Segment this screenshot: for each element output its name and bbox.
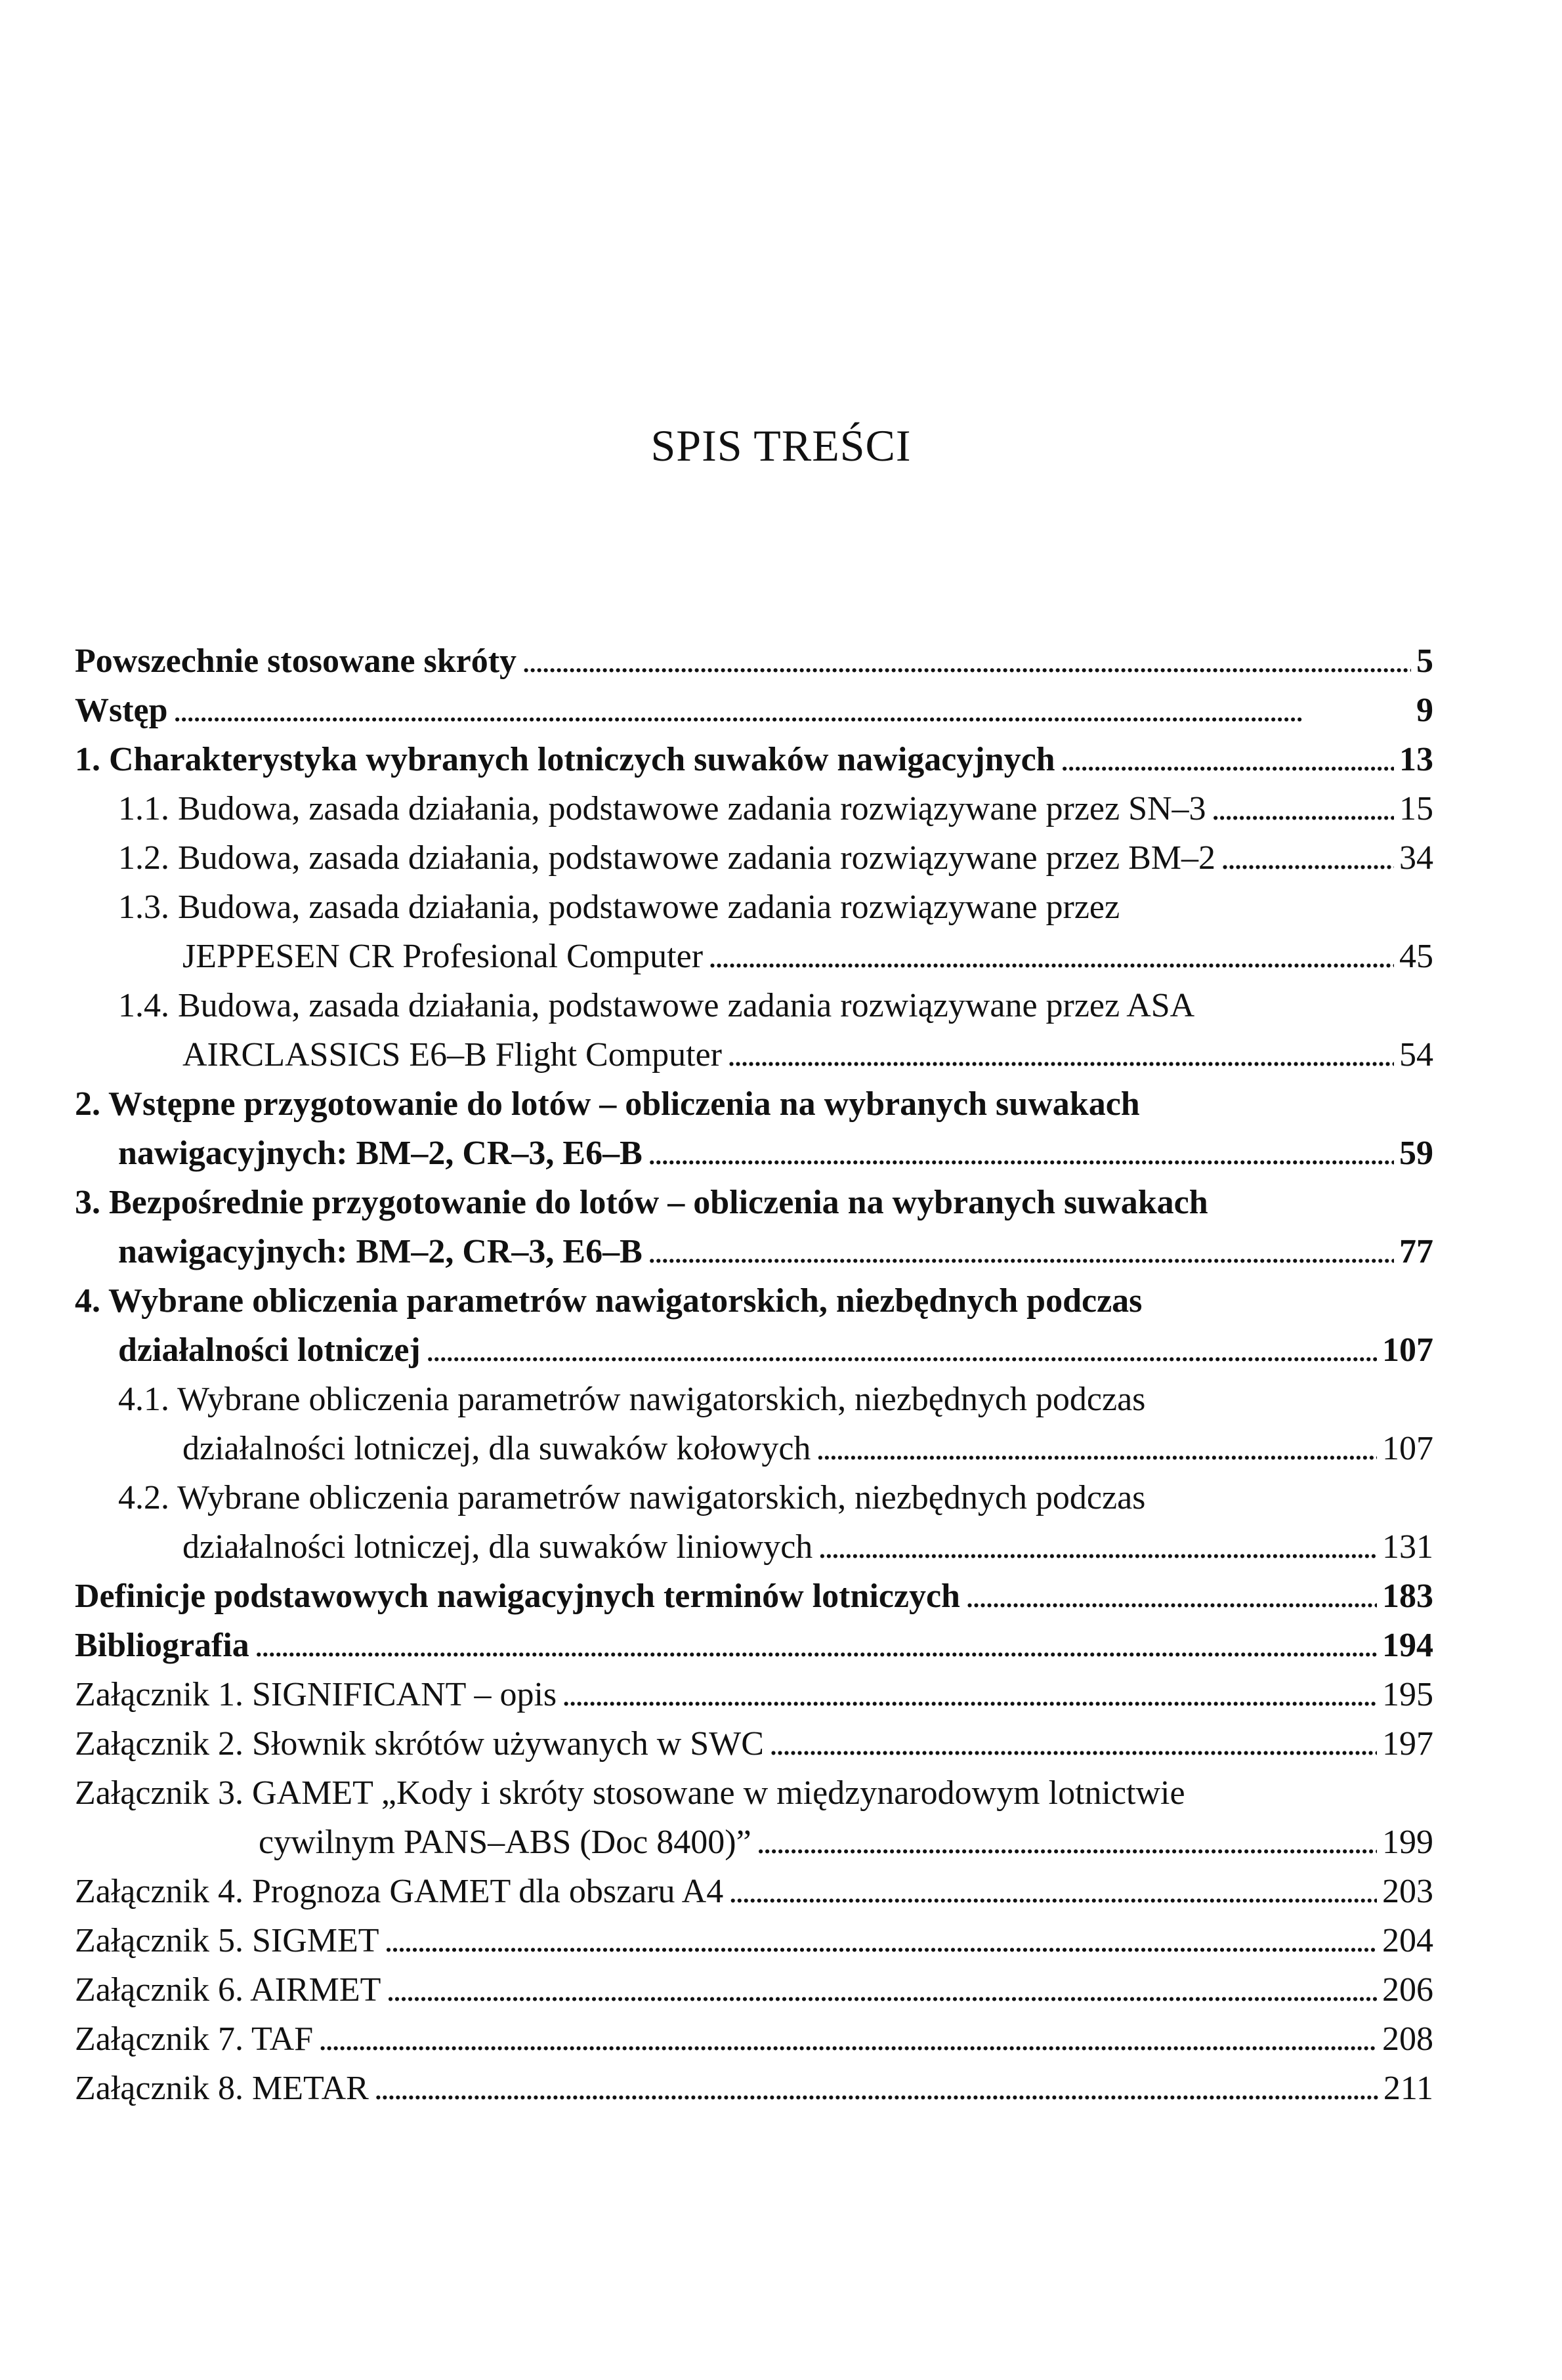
toc-entry[interactable]	[75, 981, 1433, 1079]
toc-entry-title: Powszechnie stosowane skróty	[75, 642, 517, 680]
dot-leader	[255, 1621, 1377, 1670]
toc-entry-title: 4.2. Wybrane obliczenia parametrów nawigatorskich, niezbędnych podczas	[118, 1479, 1146, 1516]
table-of-contents	[75, 637, 1433, 2113]
toc-entry[interactable]	[75, 1768, 1433, 1867]
dot-leader	[1061, 735, 1394, 784]
toc-entry[interactable]	[75, 1916, 1433, 1965]
dot-leader	[1212, 784, 1394, 833]
toc-page-number: 203	[1382, 1873, 1433, 1910]
dot-leader	[769, 1719, 1377, 1768]
toc-entry-title: Załącznik 1. SIGNIFICANT – opis	[75, 1676, 557, 1713]
toc-entry-title: 1.1. Budowa, zasada działania, podstawowe zadania rozwiązywane przez SN–3	[118, 790, 1206, 827]
toc-page-number: 208	[1382, 2020, 1433, 2058]
toc-entry-title: Załącznik 4. Prognoza GAMET dla obszaru A4	[75, 1873, 724, 1910]
toc-entry-title: działalności lotniczej	[118, 1331, 421, 1369]
dot-leader	[757, 1818, 1377, 1867]
dot-leader	[385, 1916, 1377, 1965]
dot-leader	[708, 932, 1394, 981]
toc-entry-title: AIRCLASSICS E6–B Flight Computer	[182, 1036, 722, 1074]
toc-entry[interactable]	[75, 833, 1433, 883]
toc-entry[interactable]	[75, 1473, 1433, 1572]
toc-entry-title: Definicje podstawowych nawigacyjnych terminów lotniczych	[75, 1577, 960, 1615]
toc-entry[interactable]	[75, 686, 1433, 735]
toc-page-number: 59	[1399, 1135, 1433, 1172]
toc-entry-title: Załącznik 2. Słownik skrótów używanych w SWC	[75, 1725, 764, 1763]
toc-entry[interactable]	[75, 2015, 1433, 2064]
toc-page-number: 197	[1382, 1725, 1433, 1763]
toc-page-number: 195	[1382, 1676, 1433, 1713]
toc-page-number: 15	[1399, 790, 1433, 827]
page-title: SPIS TREŚCI	[650, 421, 912, 470]
dot-leader	[386, 1965, 1377, 2015]
toc-page-number: 199	[1382, 1824, 1433, 1861]
dot-leader	[965, 1572, 1377, 1621]
toc-entry[interactable]	[75, 2064, 1433, 2113]
toc-page-number: 206	[1382, 1971, 1433, 2009]
toc-entry-title: 3. Bezpośrednie przygotowanie do lotów – obliczenia na wybranych suwakach	[75, 1184, 1208, 1221]
toc-page-number: 77	[1399, 1233, 1433, 1270]
toc-entry-title: działalności lotniczej, dla suwaków kołowych	[182, 1430, 811, 1467]
dot-leader	[318, 2015, 1377, 2064]
toc-entry[interactable]	[75, 1719, 1433, 1768]
dot-leader	[648, 1129, 1394, 1178]
toc-entry[interactable]	[75, 1621, 1433, 1670]
toc-entry[interactable]	[75, 1079, 1433, 1178]
toc-page-number: 9	[1416, 692, 1433, 729]
toc-page-number: 183	[1382, 1577, 1433, 1615]
toc-page-number: 13	[1399, 741, 1433, 778]
toc-page-number: 107	[1382, 1430, 1433, 1467]
toc-page-number: 5	[1416, 642, 1433, 680]
toc-entry[interactable]	[75, 1572, 1433, 1621]
toc-entry[interactable]	[75, 1375, 1433, 1473]
toc-entry-title: Załącznik 7. TAF	[75, 2020, 314, 2058]
toc-entry-title: cywilnym PANS–ABS (Doc 8400)”	[259, 1824, 751, 1861]
toc-entry[interactable]	[75, 1965, 1433, 2015]
dot-leader	[816, 1424, 1377, 1473]
dot-leader	[173, 686, 1411, 735]
toc-entry-title: działalności lotniczej, dla suwaków liniowych	[182, 1528, 813, 1566]
toc-entry-title: 1.3. Budowa, zasada działania, podstawowe zadania rozwiązywane przez	[118, 888, 1120, 926]
toc-entry-title: 1. Charakterystyka wybranych lotniczych suwaków nawigacyjnych	[75, 741, 1055, 778]
toc-entry-title: 1.4. Budowa, zasada działania, podstawowe zadania rozwiązywane przez ASA	[118, 987, 1195, 1024]
toc-entry-title: nawigacyjnych: BM–2, CR–3, E6–B	[118, 1233, 643, 1270]
toc-entry-title: 4. Wybrane obliczenia parametrów nawigatorskich, niezbędnych podczas	[75, 1282, 1143, 1320]
dot-leader	[426, 1326, 1377, 1375]
toc-entry[interactable]	[75, 1178, 1433, 1276]
toc-entry[interactable]	[75, 883, 1433, 981]
toc-entry-title: JEPPESEN CR Profesional Computer	[182, 938, 704, 975]
toc-entry[interactable]	[75, 784, 1433, 833]
toc-entry-title: nawigacyjnych: BM–2, CR–3, E6–B	[118, 1135, 643, 1172]
toc-entry[interactable]	[75, 1670, 1433, 1719]
dot-leader	[1221, 833, 1394, 883]
toc-entry-title: 4.1. Wybrane obliczenia parametrów nawigatorskich, niezbędnych podczas	[118, 1381, 1146, 1418]
toc-entry[interactable]	[75, 1867, 1433, 1916]
toc-entry-title: Załącznik 3. GAMET „Kody i skróty stosowane w międzynarodowym lotnictwie	[75, 1774, 1185, 1812]
dot-leader	[727, 1030, 1394, 1079]
toc-entry[interactable]	[75, 735, 1433, 784]
toc-page-number: 211	[1383, 2070, 1433, 2107]
toc-page-number: 107	[1382, 1331, 1433, 1369]
toc-entry-title: Bibliografia	[75, 1627, 249, 1664]
toc-entry-title: Wstęp	[75, 692, 168, 729]
dot-leader	[648, 1227, 1394, 1276]
toc-entry-title: 1.2. Budowa, zasada działania, podstawowe zadania rozwiązywane przez BM–2	[118, 839, 1215, 877]
toc-page-number: 194	[1382, 1627, 1433, 1664]
toc-page-number: 54	[1399, 1036, 1433, 1074]
toc-entry-title: Załącznik 5. SIGMET	[75, 1922, 379, 1959]
dot-leader	[818, 1522, 1377, 1572]
dot-leader	[522, 637, 1411, 686]
dot-leader	[374, 2064, 1378, 2113]
toc-entry-title: Załącznik 6. AIRMET	[75, 1971, 381, 2009]
dot-leader	[728, 1867, 1377, 1916]
toc-page-number: 45	[1399, 938, 1433, 975]
toc-page-number: 34	[1399, 839, 1433, 877]
toc-entry-title: Załącznik 8. METAR	[75, 2070, 369, 2107]
toc-page-number: 204	[1382, 1922, 1433, 1959]
toc-entry-title: 2. Wstępne przygotowanie do lotów – obliczenia na wybranych suwakach	[75, 1085, 1140, 1123]
toc-page-number: 131	[1382, 1528, 1433, 1566]
toc-entry[interactable]	[75, 637, 1433, 686]
dot-leader	[562, 1670, 1377, 1719]
toc-entry[interactable]	[75, 1276, 1433, 1375]
